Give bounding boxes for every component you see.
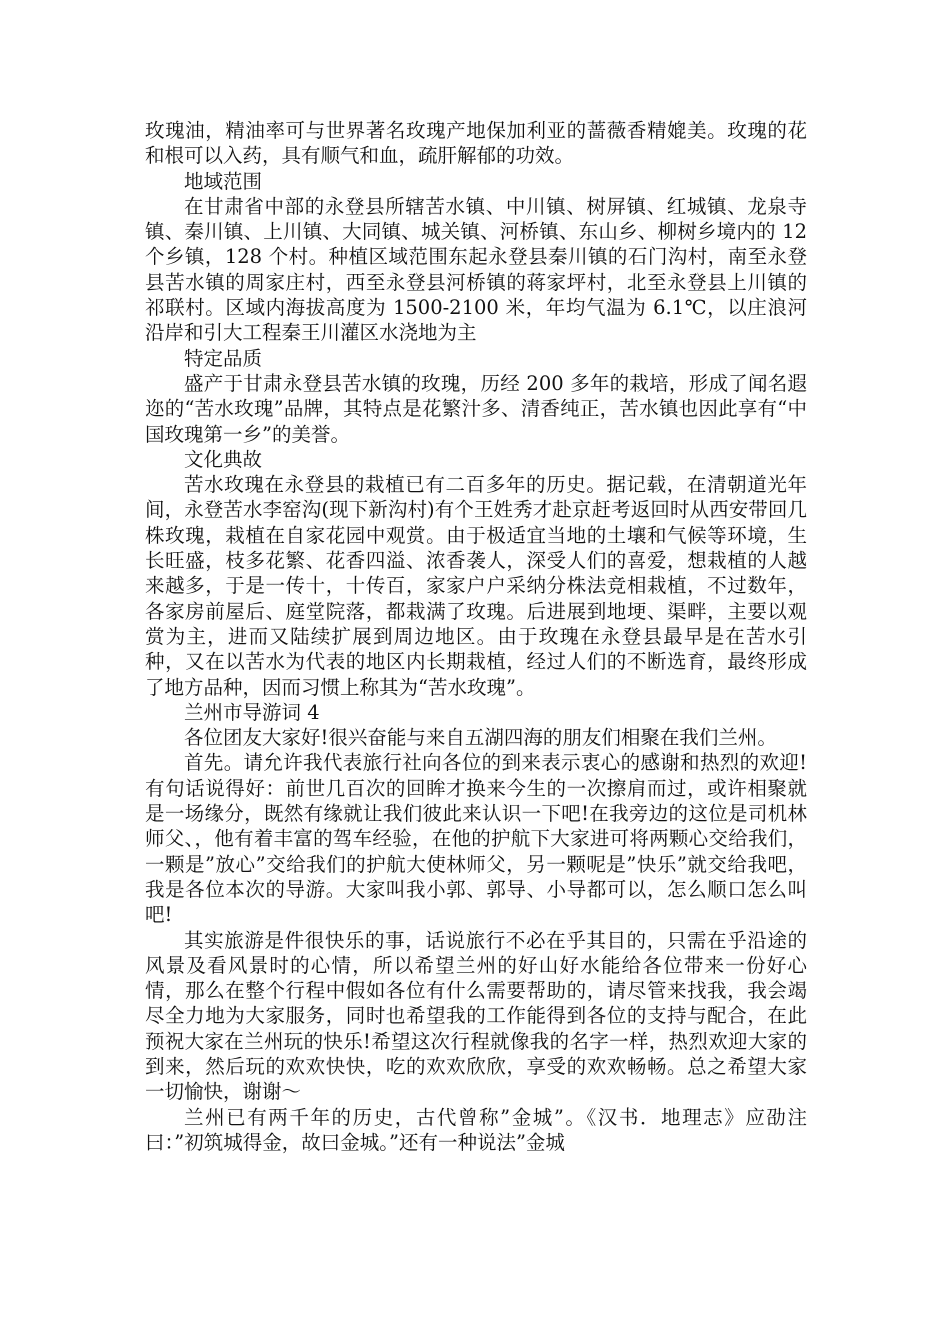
paragraph-region: 在甘肃省中部的永登县所辖苦水镇、中川镇、树屏镇、红城镇、龙泉寺镇、秦川镇、上川镇、大同镇、城关镇、河桥镇、东山乡、柳树乡境内的 12 个乡镇，128 个村。种植区域范围东起永登县秦川镇的石门沟村，南至永登县苦水镇的周家庄村，西至永登县河桥镇的蒋家坪村，北至永登县上川镇的祁联村。区域内海拔高度为 1500-2100 米，年均气温为 6.1℃，以庄浪河沿岸和引大工程秦王川灌区水浇地为主: [145, 194, 807, 345]
paragraph-rose-oil: 玫瑰油，精油率可与世界著名玫瑰产地保加利亚的蔷薇香精媲美。玫瑰的花和根可以入药，具有顺气和血，疏肝解郁的功效。: [145, 119, 807, 168]
paragraph-introduction: 首先。请允许我代表旅行社向各位的到来表示衷心的感谢和热烈的欢迎!有句话说得好：前世几百次的回眸才换来今生的一次擦肩而过，或许相聚就是一场缘分，既然有缘就让我们彼此来认识一下吧!在我旁边的这位是司机林师父、，他有着丰富的驾车经验，在他的护航下大家进可将两颗心交给我们，一颗是”放心”交给我们的护航大使林师父，另一颗呢是”快乐”就交给我吧，我是各位本次的导游。大家叫我小郭、郭导、小导都可以，怎么顺口怎么叫吧!: [145, 751, 807, 927]
section-heading-culture: 文化典故: [184, 447, 263, 471]
section-heading-region: 地域范围: [184, 169, 263, 193]
document-page: [145, 118, 807, 1155]
paragraph-culture: 苦水玫瑰在永登县的栽植已有二百多年的历史。据记载，在清朝道光年间，永登苦水李窑沟(现下新沟村)有个王姓秀才赴京赶考返回时从西安带回几株玫瑰，栽植在自家花园中观赏。由于极适宜当地的土壤和气候等环境，生长旺盛，枝多花繁、花香四溢、浓香袭人，深受人们的喜爱，想栽植的人越来越多，于是一传十，十传百，家家户户采纳分株法竞相栽植，不过数年，各家房前屋后、庭堂院落，都栽满了玫瑰。后进展到地埂、渠畔，主要以观赏为主，进而又陆续扩展到周边地区。由于玫瑰在永登县最早是在苦水引种，又在以苦水为代表的地区内长期栽植，经过人们的不断选育，最终形成了地方品种，因而习惯上称其为“苦水玫瑰”。: [145, 473, 807, 699]
section-heading-quality: 特定品质: [184, 346, 263, 370]
paragraph-lanzhou-history: 兰州已有两千年的历史，古代曾称”金城”。《汉书．地理志》应劭注曰：”初筑城得金，故曰金城。”还有一种说法”金城: [145, 1105, 807, 1154]
paragraph-quality: 盛产于甘肃永登县苦水镇的玫瑰，历经 200 多年的栽培，形成了闻名遐迩的“苦水玫瑰”品牌，其特点是花繁汁多、清香纯正，苦水镇也因此享有“中国玫瑰第一乡”的美誉。: [145, 371, 807, 446]
paragraph-travel-joy: 其实旅游是件很快乐的事，话说旅行不必在乎其目的，只需在乎沿途的风景及看风景时的心情，所以希望兰州的好山好水能给各位带来一份好心情，那么在整个行程中假如各位有什么需要帮助的，请尽管来找我，我会竭尽全力地为大家服务，同时也希望我的工作能得到各位的支持与配合，在此预祝大家在兰州玩的快乐!希望这次行程就像我的名字一样，热烈欢迎大家的到来，然后玩的欢欢快快，吃的欢欢欣欣，享受的欢欢畅畅。总之希望大家一切愉快，谢谢～: [145, 928, 807, 1104]
section-heading-guide-speech: 兰州市导游词 4: [184, 700, 320, 724]
paragraph-greeting: 各位团友大家好!很兴奋能与来自五湖四海的朋友们相聚在我们兰州。: [184, 726, 777, 750]
